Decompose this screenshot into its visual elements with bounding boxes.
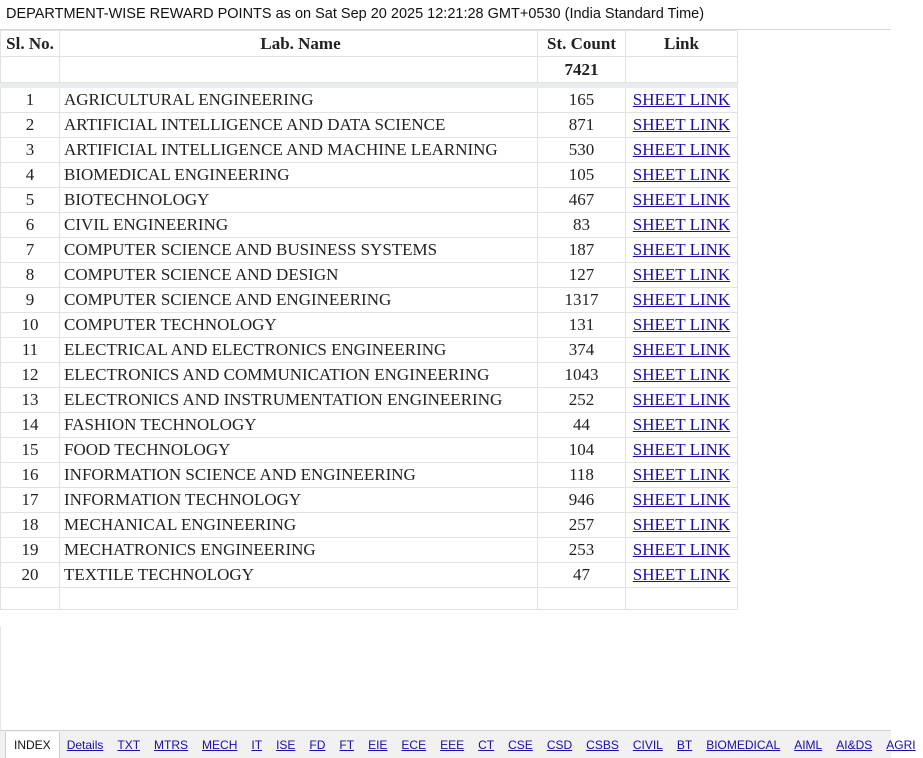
row-lab-name: ELECTRICAL AND ELECTRONICS ENGINEERING bbox=[60, 338, 538, 363]
tab-cse[interactable]: CSE bbox=[508, 737, 533, 752]
row-sl-no: 6 bbox=[1, 213, 60, 238]
row-link-cell bbox=[626, 313, 738, 338]
empty-sheet-area bbox=[0, 626, 891, 730]
row-sl-no: 8 bbox=[1, 263, 60, 288]
row-link-cell bbox=[626, 88, 738, 113]
row-sl-no: 14 bbox=[1, 413, 60, 438]
row-st-count: 253 bbox=[538, 538, 626, 563]
row-lab-name: BIOTECHNOLOGY bbox=[60, 188, 538, 213]
blank-row bbox=[1, 588, 738, 610]
page-title: DEPARTMENT-WISE REWARD POINTS as on Sat Sep 20 2025 12:21:28 GMT+0530 (India Standard Time) bbox=[0, 0, 891, 30]
sheet-link[interactable]: SHEET LINK bbox=[632, 215, 731, 234]
blank-cell bbox=[626, 588, 738, 610]
total-sl-cell bbox=[1, 57, 60, 83]
sheet-link[interactable]: SHEET LINK bbox=[632, 465, 731, 484]
row-lab-name: COMPUTER SCIENCE AND DESIGN bbox=[60, 263, 538, 288]
row-st-count: 871 bbox=[538, 113, 626, 138]
row-st-count: 946 bbox=[538, 488, 626, 513]
blank-cell bbox=[1, 588, 60, 610]
row-link-cell bbox=[626, 538, 738, 563]
header-lab-name: Lab. Name bbox=[60, 31, 538, 57]
table-row bbox=[1, 213, 738, 238]
sheet-link[interactable]: SHEET LINK bbox=[632, 315, 731, 334]
row-link-cell bbox=[626, 363, 738, 388]
row-st-count: 127 bbox=[538, 263, 626, 288]
row-lab-name: MECHATRONICS ENGINEERING bbox=[60, 538, 538, 563]
tab-txt[interactable]: TXT bbox=[117, 737, 141, 752]
tab-biomedical[interactable]: BIOMEDICAL bbox=[706, 737, 781, 752]
row-lab-name: CIVIL ENGINEERING bbox=[60, 213, 538, 238]
tab-details[interactable]: Details bbox=[66, 737, 104, 752]
table-row bbox=[1, 363, 738, 388]
row-sl-no: 11 bbox=[1, 338, 60, 363]
row-link-cell bbox=[626, 413, 738, 438]
row-lab-name: COMPUTER SCIENCE AND ENGINEERING bbox=[60, 288, 538, 313]
row-sl-no: 2 bbox=[1, 113, 60, 138]
row-lab-name: ELECTRONICS AND INSTRUMENTATION ENGINEERING bbox=[60, 388, 538, 413]
tab-ct[interactable]: CT bbox=[478, 737, 495, 752]
tab-ece[interactable]: ECE bbox=[401, 737, 427, 752]
row-sl-no: 5 bbox=[1, 188, 60, 213]
row-st-count: 105 bbox=[538, 163, 626, 188]
tab-agri[interactable]: AGRI bbox=[886, 737, 916, 752]
sheet-link[interactable]: SHEET LINK bbox=[632, 165, 731, 184]
row-sl-no: 20 bbox=[1, 563, 60, 588]
row-link-cell bbox=[626, 163, 738, 188]
header-st-count: St. Count bbox=[538, 31, 626, 57]
row-link-cell bbox=[626, 438, 738, 463]
tab-civil[interactable]: CIVIL bbox=[632, 737, 663, 752]
blank-cell bbox=[538, 588, 626, 610]
table-row bbox=[1, 488, 738, 513]
table-row bbox=[1, 563, 738, 588]
table-row bbox=[1, 138, 738, 163]
tab-mtrs[interactable]: MTRS bbox=[154, 737, 189, 752]
row-lab-name: INFORMATION SCIENCE AND ENGINEERING bbox=[60, 463, 538, 488]
row-st-count: 165 bbox=[538, 88, 626, 113]
tab-csd[interactable]: CSD bbox=[546, 737, 573, 752]
row-sl-no: 18 bbox=[1, 513, 60, 538]
row-st-count: 374 bbox=[538, 338, 626, 363]
sheet-link[interactable]: SHEET LINK bbox=[632, 90, 731, 109]
table-row bbox=[1, 288, 738, 313]
table-row bbox=[1, 263, 738, 288]
row-link-cell bbox=[626, 488, 738, 513]
row-lab-name: MECHANICAL ENGINEERING bbox=[60, 513, 538, 538]
row-sl-no: 3 bbox=[1, 138, 60, 163]
row-link-cell bbox=[626, 263, 738, 288]
table-header-row bbox=[1, 31, 738, 57]
row-lab-name: AGRICULTURAL ENGINEERING bbox=[60, 88, 538, 113]
table-row bbox=[1, 388, 738, 413]
sheet-link[interactable]: SHEET LINK bbox=[632, 415, 731, 434]
total-row bbox=[1, 57, 738, 83]
row-link-cell bbox=[626, 213, 738, 238]
table-row bbox=[1, 313, 738, 338]
row-sl-no: 15 bbox=[1, 438, 60, 463]
row-lab-name: COMPUTER TECHNOLOGY bbox=[60, 313, 538, 338]
sheet-link[interactable]: SHEET LINK bbox=[632, 340, 731, 359]
blank-cell bbox=[60, 588, 538, 610]
total-link-cell bbox=[626, 57, 738, 83]
table-row bbox=[1, 88, 738, 113]
row-lab-name: ARTIFICIAL INTELLIGENCE AND MACHINE LEARNING bbox=[60, 138, 538, 163]
sheet-tab-bar bbox=[0, 730, 916, 758]
table-row bbox=[1, 538, 738, 563]
sheet-link[interactable]: SHEET LINK bbox=[632, 515, 731, 534]
row-link-cell bbox=[626, 513, 738, 538]
sheet-link[interactable]: SHEET LINK bbox=[632, 240, 731, 259]
row-lab-name: ELECTRONICS AND COMMUNICATION ENGINEERING bbox=[60, 363, 538, 388]
row-link-cell bbox=[626, 188, 738, 213]
sheet-link[interactable]: SHEET LINK bbox=[632, 140, 731, 159]
sheet-link[interactable]: SHEET LINK bbox=[632, 115, 731, 134]
row-sl-no: 19 bbox=[1, 538, 60, 563]
row-sl-no: 9 bbox=[1, 288, 60, 313]
table-row bbox=[1, 438, 738, 463]
tab-bt[interactable]: BT bbox=[676, 737, 693, 752]
row-st-count: 530 bbox=[538, 138, 626, 163]
table-body bbox=[1, 57, 738, 610]
sheet-link[interactable]: SHEET LINK bbox=[632, 540, 731, 559]
tab-it[interactable]: IT bbox=[251, 737, 263, 752]
row-st-count: 118 bbox=[538, 463, 626, 488]
row-link-cell bbox=[626, 113, 738, 138]
table-row bbox=[1, 413, 738, 438]
sheet-link[interactable]: SHEET LINK bbox=[632, 365, 731, 384]
row-st-count: 257 bbox=[538, 513, 626, 538]
table-row bbox=[1, 238, 738, 263]
row-lab-name: ARTIFICIAL INTELLIGENCE AND DATA SCIENCE bbox=[60, 113, 538, 138]
row-st-count: 83 bbox=[538, 213, 626, 238]
row-st-count: 131 bbox=[538, 313, 626, 338]
row-link-cell bbox=[626, 288, 738, 313]
row-sl-no: 12 bbox=[1, 363, 60, 388]
sheet-link[interactable]: SHEET LINK bbox=[632, 490, 731, 509]
row-sl-no: 7 bbox=[1, 238, 60, 263]
total-count: 7421 bbox=[538, 57, 626, 83]
row-lab-name: TEXTILE TECHNOLOGY bbox=[60, 563, 538, 588]
row-st-count: 104 bbox=[538, 438, 626, 463]
row-st-count: 1043 bbox=[538, 363, 626, 388]
sheet-link[interactable]: SHEET LINK bbox=[632, 390, 731, 409]
row-lab-name: COMPUTER SCIENCE AND BUSINESS SYSTEMS bbox=[60, 238, 538, 263]
sheet-link[interactable]: SHEET LINK bbox=[632, 190, 731, 209]
tab-aiml[interactable]: AIML bbox=[794, 737, 823, 752]
sheet-link[interactable]: SHEET LINK bbox=[632, 440, 731, 459]
tab-eie[interactable]: EIE bbox=[368, 737, 388, 752]
row-sl-no: 16 bbox=[1, 463, 60, 488]
row-link-cell bbox=[626, 338, 738, 363]
row-link-cell bbox=[626, 563, 738, 588]
table-row bbox=[1, 113, 738, 138]
header-link: Link bbox=[626, 31, 738, 57]
row-sl-no: 10 bbox=[1, 313, 60, 338]
total-name-cell bbox=[60, 57, 538, 83]
tab-ai-ds[interactable]: AI&DS bbox=[836, 737, 873, 752]
table-row bbox=[1, 338, 738, 363]
row-sl-no: 4 bbox=[1, 163, 60, 188]
row-link-cell bbox=[626, 463, 738, 488]
row-link-cell bbox=[626, 388, 738, 413]
row-sl-no: 17 bbox=[1, 488, 60, 513]
sheet-link[interactable]: SHEET LINK bbox=[632, 265, 731, 284]
row-lab-name: FASHION TECHNOLOGY bbox=[60, 413, 538, 438]
row-lab-name: FOOD TECHNOLOGY bbox=[60, 438, 538, 463]
sheet-link[interactable]: SHEET LINK bbox=[632, 290, 731, 309]
tab-fd[interactable]: FD bbox=[309, 737, 326, 752]
row-st-count: 252 bbox=[538, 388, 626, 413]
row-st-count: 44 bbox=[538, 413, 626, 438]
reward-points-table bbox=[0, 30, 738, 610]
table-row bbox=[1, 163, 738, 188]
row-st-count: 467 bbox=[538, 188, 626, 213]
tab-ft[interactable]: FT bbox=[339, 737, 355, 752]
row-lab-name: BIOMEDICAL ENGINEERING bbox=[60, 163, 538, 188]
row-sl-no: 1 bbox=[1, 88, 60, 113]
row-link-cell bbox=[626, 138, 738, 163]
table-row bbox=[1, 513, 738, 538]
tab-eee[interactable]: EEE bbox=[440, 737, 465, 752]
header-sl-no: Sl. No. bbox=[1, 31, 60, 57]
tab-ise[interactable]: ISE bbox=[276, 737, 296, 752]
tab-csbs[interactable]: CSBS bbox=[586, 737, 619, 752]
row-st-count: 1317 bbox=[538, 288, 626, 313]
row-lab-name: INFORMATION TECHNOLOGY bbox=[60, 488, 538, 513]
sheet-link[interactable]: SHEET LINK bbox=[632, 565, 731, 584]
table-row bbox=[1, 463, 738, 488]
row-sl-no: 13 bbox=[1, 388, 60, 413]
table-row bbox=[1, 188, 738, 213]
tab-index[interactable]: INDEX bbox=[5, 732, 60, 758]
row-link-cell bbox=[626, 238, 738, 263]
row-st-count: 187 bbox=[538, 238, 626, 263]
tab-mech[interactable]: MECH bbox=[202, 737, 238, 752]
row-st-count: 47 bbox=[538, 563, 626, 588]
tab-list bbox=[60, 732, 923, 758]
